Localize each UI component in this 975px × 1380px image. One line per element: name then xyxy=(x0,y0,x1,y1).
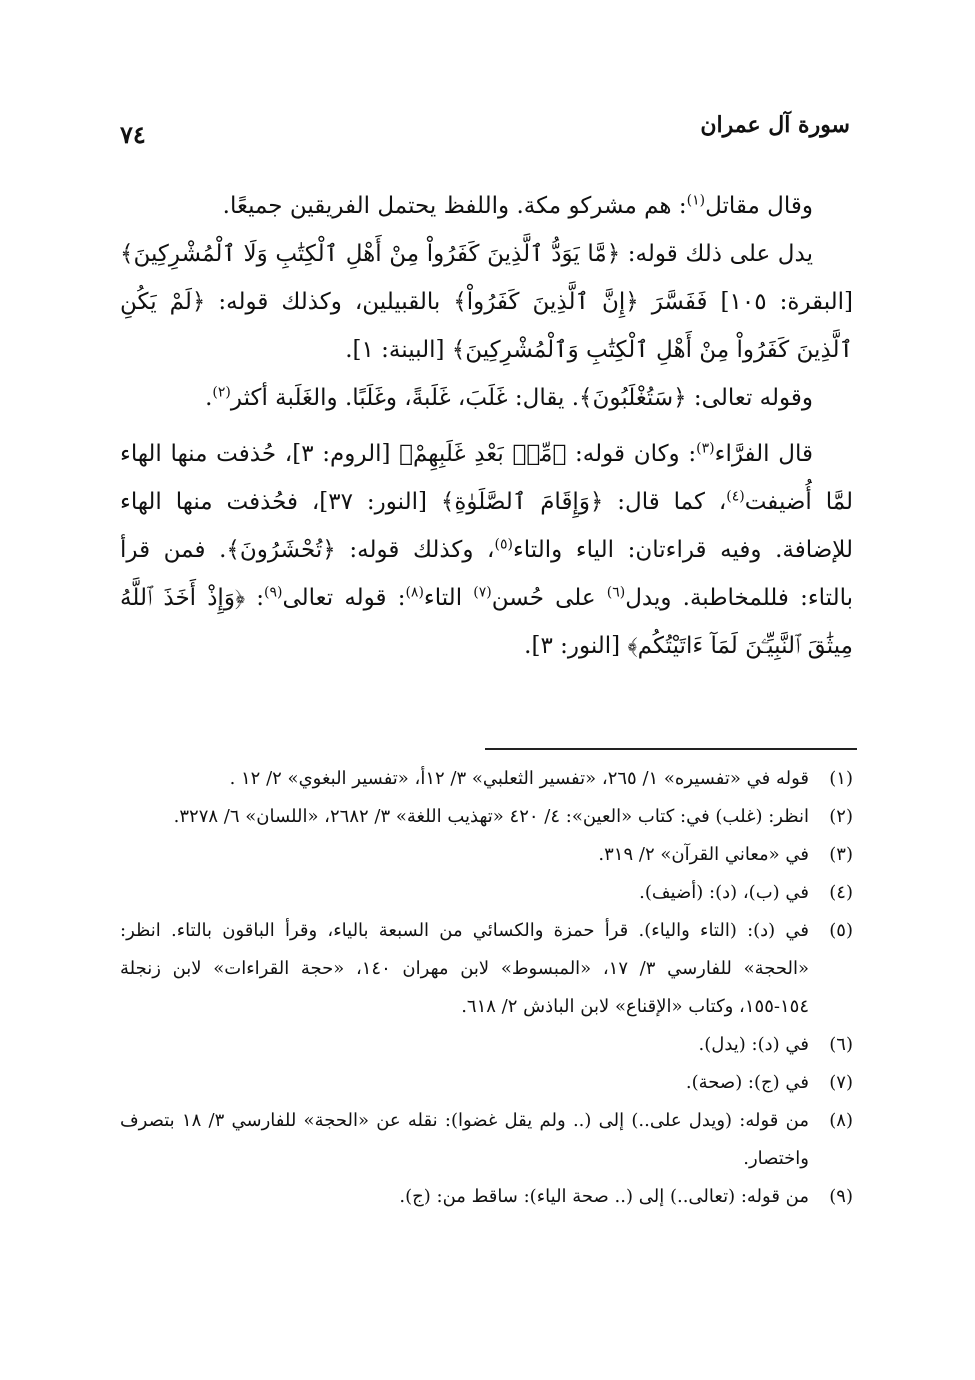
footnote-text: في (د): (يدل). xyxy=(698,1034,809,1055)
text-run: قال الفرَّاء xyxy=(714,441,814,467)
footnote-text: من قوله: (تعالى..) إلى (.. صحة الياء): ساقط من: (ج). xyxy=(399,1186,809,1207)
running-title: سورة آل عمران xyxy=(700,112,850,138)
paragraph xyxy=(120,374,853,422)
text-run: ، كما قال: ﴿وَإِقَامَ ٱلصَّلَوٰةِ﴾ [النور: ٣٧]، فحُذفت منها الهاء للإضافة. وفيه قراءتان: الياء والتاء xyxy=(120,489,853,563)
footnotes xyxy=(120,760,853,1216)
footnote-ref: (٨) xyxy=(405,584,424,601)
footnote-text: انظر: (غلب) في: كتاب «العين»: ٤/ ٤٢٠ «تهذيب اللغة» ٣/ ٢٦٨٢، «اللسان» ٦/ ٣٢٧٨. xyxy=(173,806,809,827)
footnote xyxy=(120,874,853,912)
footnote-text: في (د): (التاء والياء). قرأ حمزة والكسائي من السبعة بالياء، وقرأ الباقون بالتاء. انظر: «الحجة» للفارسي ٣/ ١٧، «المبسوط» لابن مهران ١٤٠، «حجة القراءات» لابن زنجلة ١٥٤-١٥٥، وكتاب «الإقناع» لابن الباذش ٢/ ٦١٨. xyxy=(120,920,809,1017)
footnote-number: (٩) xyxy=(829,1186,853,1207)
footnote-number: (٤) xyxy=(829,882,853,903)
footnote-number: (١) xyxy=(829,768,853,789)
footnote-ref: (٥) xyxy=(494,536,513,553)
footnote-number: (٨) xyxy=(829,1110,853,1131)
footnote-text: في (ج): (صحة). xyxy=(685,1072,809,1093)
paragraph xyxy=(120,430,853,670)
text-run: وقال مقاتل xyxy=(705,193,813,219)
footnote-number: (٥) xyxy=(829,920,853,941)
footnote-number: (٢) xyxy=(829,806,853,827)
page-number: ٧٤ xyxy=(120,120,146,149)
text-run: . xyxy=(205,385,213,411)
footnote-ref: (٤) xyxy=(726,488,745,505)
footnote xyxy=(120,1026,853,1064)
footnote xyxy=(120,1102,853,1178)
footnote-ref: (٩) xyxy=(264,584,283,601)
footnote xyxy=(120,836,853,874)
text-run: التاء xyxy=(423,585,474,611)
footnote-number: (٧) xyxy=(829,1072,853,1093)
footnote-text: قوله في «تفسيره» ١/ ٢٦٥، «تفسير الثعلبي» ٣/ ١٢أ، «تفسير البغوي» ٢/ ١٢ . xyxy=(229,768,809,789)
text-run: ، وكذلك قوله: ﴿تُحْشَرُونَ﴾. فمن قرأ بالتاء: فللمخاطبة. ويدل xyxy=(120,537,853,611)
footnote-ref: (٢) xyxy=(212,384,231,401)
main-text xyxy=(120,182,853,670)
footnote xyxy=(120,1178,853,1216)
footnote xyxy=(120,798,853,836)
text-run: : ﴿وَإِذْ أَخَذَ ٱللَّهُ مِيثَٰقَ ٱلنَّبِيِّـۧنَ لَمَآ ءَاتَيْتُكُم﴾ [النور: ٣]. xyxy=(120,585,853,659)
footnote-text: في (ب)، (د): (أضيف). xyxy=(639,882,809,903)
footnote xyxy=(120,912,853,1026)
text-run: على حُسن xyxy=(491,585,607,611)
text-run: : وكان قوله: ﴿مِّنۢ بَعْدِ غَلَبِهِمْ﴾ [الروم: ٣]، حُذفت منها الهاء لمَّا أُضيفت xyxy=(120,441,854,515)
footnote-text: في «معاني القرآن» ٢/ ٣١٩. xyxy=(598,844,809,865)
footnote xyxy=(120,760,853,798)
paragraph: يدل على ذلك قوله: ﴿مَّا يَوَدُّ ٱلَّذِينَ كَفَرُواْ مِنْ أَهْلِ ٱلْكِتَٰبِ وَلَا ٱلْمُشْرِكِينَ﴾ [البقرة: ١٠٥] فَفَسَّرَ ﴿إِنَّ ٱلَّذِينَ كَفَرُواْ﴾ بالقبيلين، وكذلك قوله: ﴿لَمْ يَكُنِ ٱلَّذِينَ كَفَرُواْ مِنْ أَهْلِ ٱلْكِتَٰبِ وَٱلْمُشْرِكِينَ﴾ [البينة: ١]. xyxy=(120,241,854,363)
text-run: وقوله تعالى: ﴿سَتُغْلَبُونَ﴾. يقال: غَلَبَ، غَلَبةً، وغَلَبًا. والغَلَبة أكثر xyxy=(230,385,813,411)
footnote-ref: (٧) xyxy=(473,584,492,601)
page-header xyxy=(120,112,850,152)
footnote-ref: (٣) xyxy=(696,440,715,457)
footnote-separator xyxy=(485,748,857,750)
footnote-number: (٣) xyxy=(829,844,853,865)
footnote-text: من قوله: (ويدل على..) إلى (.. ولم يقل غضوا): نقله عن «الحجة» للفارسي ٣/ ١٨ بتصرف واختصار. xyxy=(120,1110,810,1169)
footnote-number: (٦) xyxy=(829,1034,853,1055)
footnote-ref: (٦) xyxy=(606,584,626,601)
text-run: : هم مشركو مكة. واللفظ يحتمل الفريقين جميعًا. xyxy=(222,193,687,219)
text-run: : قوله تعالى xyxy=(282,585,406,611)
paragraph xyxy=(120,182,853,230)
footnote-ref: (١) xyxy=(686,192,706,209)
footnote xyxy=(120,1064,853,1102)
